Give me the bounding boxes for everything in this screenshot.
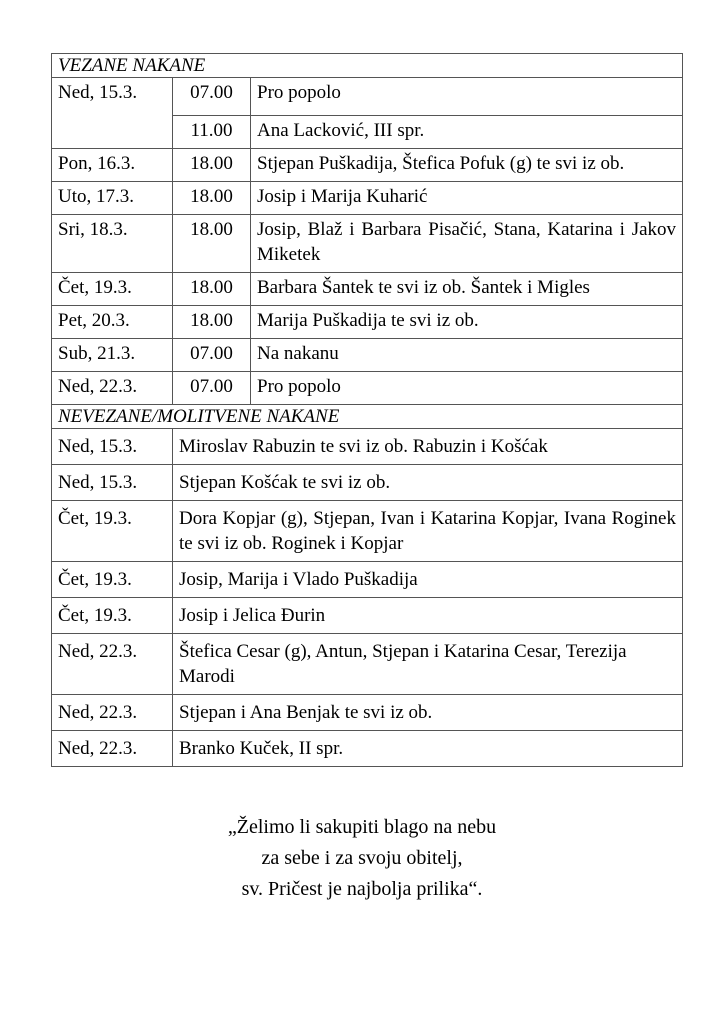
table-row [52, 182, 683, 215]
day-cell: Ned, 15.3. [52, 78, 173, 149]
intention-cell: Josip, Blaž i Barbara Pisačić, Stana, Katarina i Jakov Miketek [251, 215, 683, 273]
table-row [52, 695, 683, 731]
section-header-row [52, 54, 683, 78]
table-row [52, 149, 683, 182]
time-cell: 07.00 [173, 339, 251, 372]
table-row [52, 501, 683, 562]
intention-cell: Josip i Marija Kuharić [251, 182, 683, 215]
table-row [52, 598, 683, 634]
day-cell: Pon, 16.3. [52, 149, 173, 182]
intention-cell: Marija Puškadija te svi iz ob. [251, 306, 683, 339]
day-cell: Sri, 18.3. [52, 215, 173, 273]
quote-line: za sebe i za svoju obitelj, [261, 847, 463, 869]
day-cell: Ned, 22.3. [52, 695, 173, 731]
time-cell: 18.00 [173, 215, 251, 273]
intention-cell: Miroslav Rabuzin te svi iz ob. Rabuzin i Košćak [173, 429, 683, 465]
quote-line: sv. Pričest je najbolja prilika“. [241, 878, 483, 900]
intention-cell: Stjepan i Ana Benjak te svi iz ob. [173, 695, 683, 731]
intention-cell: Ana Lacković, III spr. [251, 116, 683, 149]
day-cell: Pet, 20.3. [52, 306, 173, 339]
day-cell: Uto, 17.3. [52, 182, 173, 215]
intention-cell: Branko Kuček, II spr. [173, 731, 683, 767]
day-cell: Ned, 15.3. [52, 429, 173, 465]
intention-cell: Stjepan Puškadija, Štefica Pofuk (g) te svi iz ob. [251, 149, 683, 182]
time-cell: 11.00 [173, 116, 251, 149]
section-heading: VEZANE NAKANE [52, 54, 683, 78]
time-cell: 07.00 [173, 372, 251, 405]
closing-quote [0, 812, 724, 905]
nevezane-nakane-table [51, 404, 683, 767]
day-cell: Čet, 19.3. [52, 562, 173, 598]
intention-cell: Na nakanu [251, 339, 683, 372]
time-cell: 18.00 [173, 182, 251, 215]
time-cell: 07.00 [173, 78, 251, 116]
intention-cell: Dora Kopjar (g), Stjepan, Ivan i Katarina Kopjar, Ivana Roginek te svi iz ob. Roginek i Kopjar [173, 501, 683, 562]
intentions-page [51, 53, 682, 767]
day-cell: Ned, 15.3. [52, 465, 173, 501]
day-cell: Čet, 19.3. [52, 501, 173, 562]
table-row [52, 429, 683, 465]
day-cell: Ned, 22.3. [52, 634, 173, 695]
table-row [52, 562, 683, 598]
table-row [52, 731, 683, 767]
day-cell: Čet, 19.3. [52, 273, 173, 306]
table-row [52, 273, 683, 306]
vezane-nakane-table [51, 53, 683, 405]
table-row [52, 215, 683, 273]
time-cell: 18.00 [173, 273, 251, 306]
intention-cell: Pro popolo [251, 372, 683, 405]
intention-cell: Josip, Marija i Vlado Puškadija [173, 562, 683, 598]
section-heading: NEVEZANE/MOLITVENE NAKANE [52, 405, 683, 429]
intention-cell: Barbara Šantek te svi iz ob. Šantek i Migles [251, 273, 683, 306]
table-row [52, 634, 683, 695]
day-cell: Sub, 21.3. [52, 339, 173, 372]
quote-line: „Želimo li sakupiti blago na nebu [227, 816, 497, 838]
intention-cell: Pro popolo [251, 78, 683, 116]
time-cell: 18.00 [173, 306, 251, 339]
section-header-row [52, 405, 683, 429]
intention-cell: Stjepan Košćak te svi iz ob. [173, 465, 683, 501]
table-row [52, 465, 683, 501]
intention-cell: Josip i Jelica Đurin [173, 598, 683, 634]
day-cell: Čet, 19.3. [52, 598, 173, 634]
table-row [52, 372, 683, 405]
table-row [52, 339, 683, 372]
table-row [52, 78, 683, 116]
table-row [52, 306, 683, 339]
day-cell: Ned, 22.3. [52, 372, 173, 405]
intention-cell: Štefica Cesar (g), Antun, Stjepan i Katarina Cesar, Terezija Marodi [173, 634, 683, 695]
day-cell: Ned, 22.3. [52, 731, 173, 767]
time-cell: 18.00 [173, 149, 251, 182]
